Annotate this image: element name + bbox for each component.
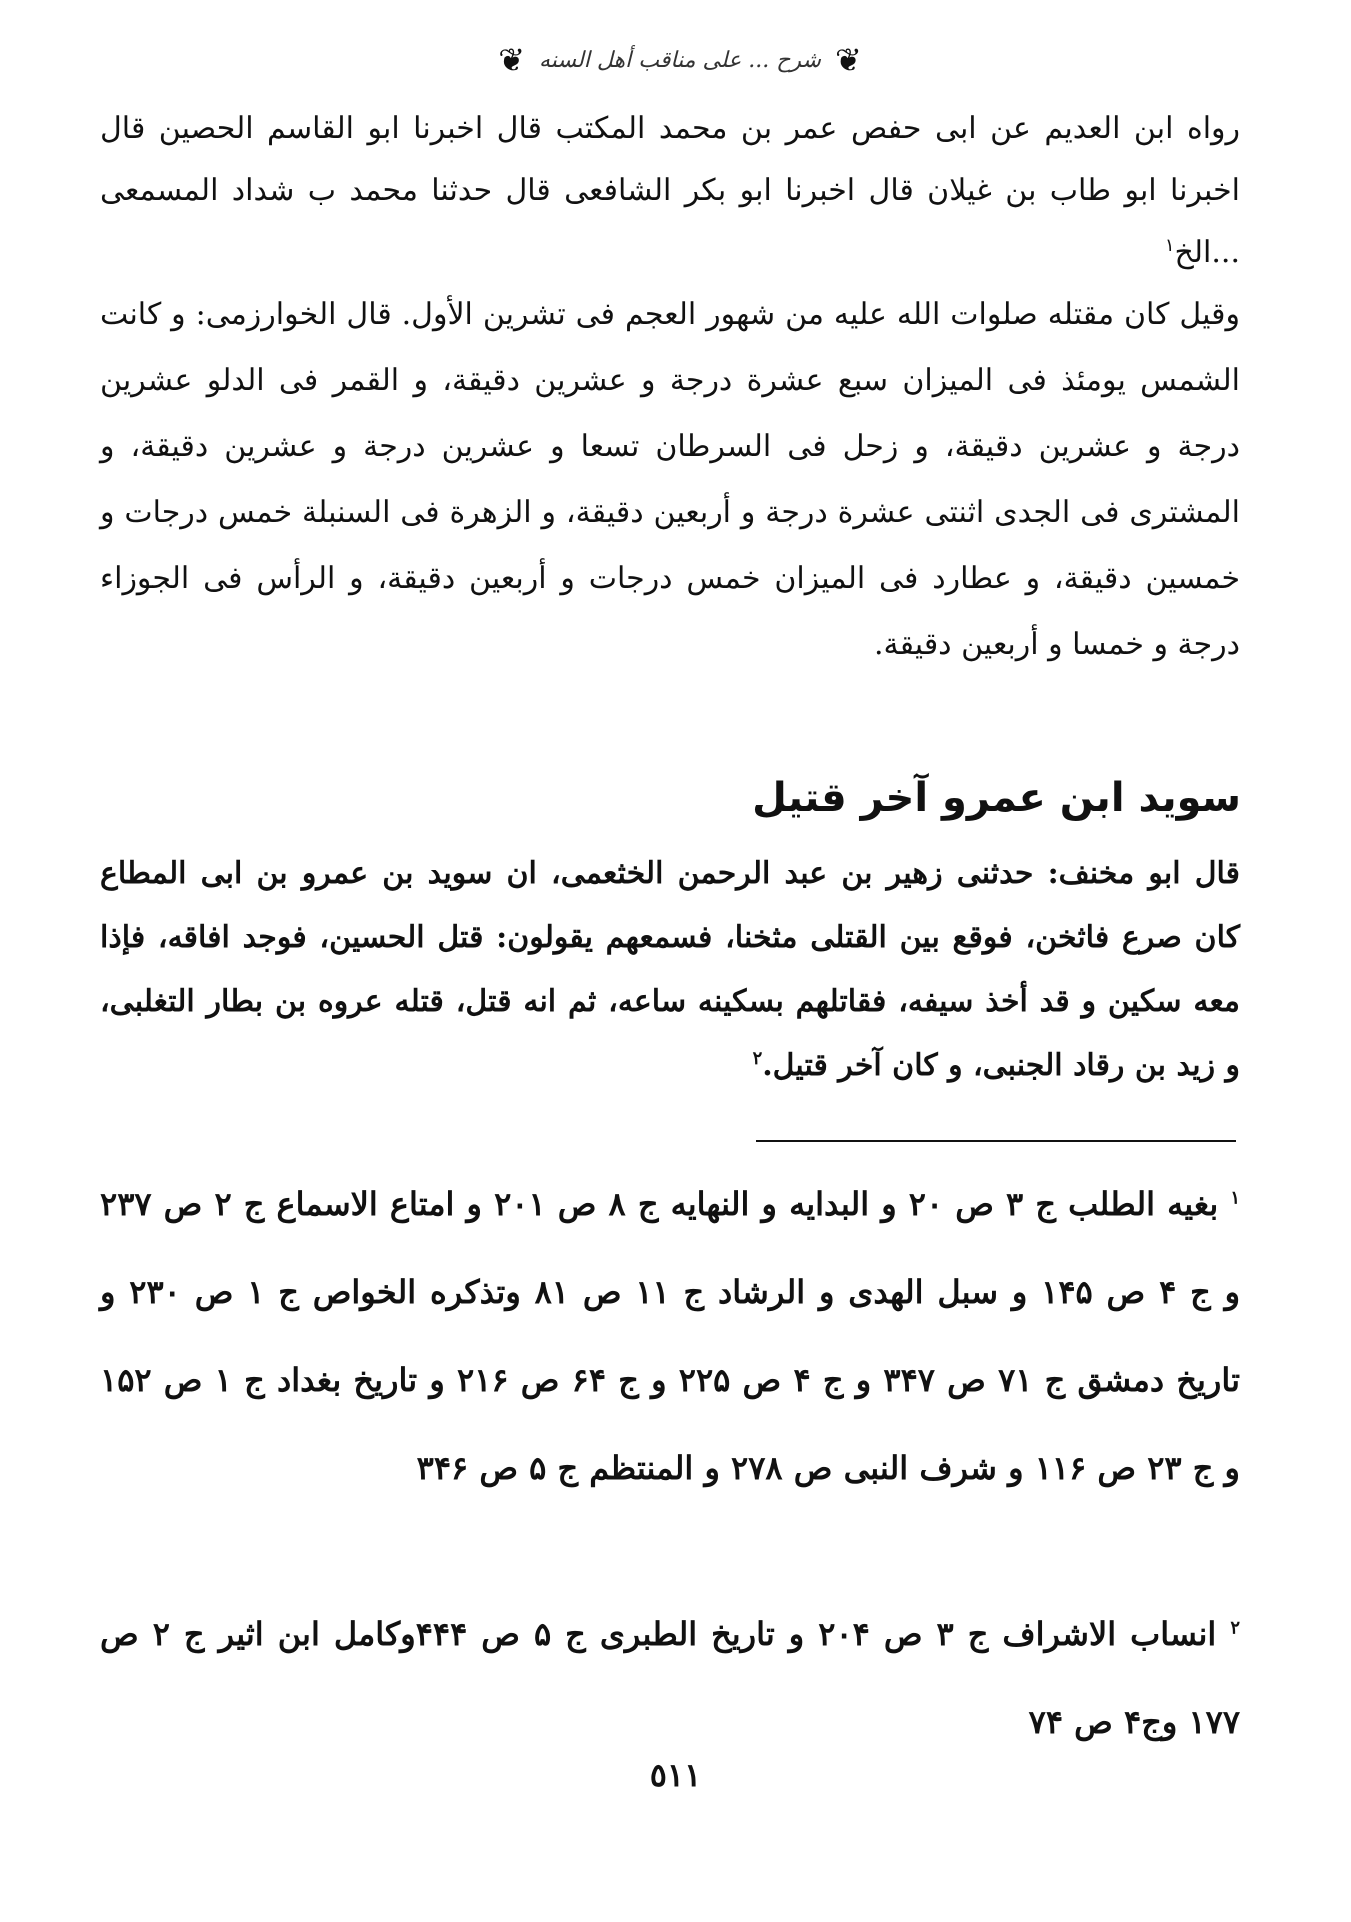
running-header (440, 40, 920, 80)
footnote (100, 1590, 1240, 1766)
footnote-divider (756, 1140, 1236, 1142)
paragraph-text: وقيل كان مقتله صلوات الله عليه من شهور العجم فى تشرين الأول. قال الخوارزمى: و كانت الشمس يومئذ فى الميزان سبع عشرة درجة و عشرين دقيقة، و القمر فى الدلو عشرين درجة و عشرين دقيقة، و زحل فى السرطان تسعا و عشرين درجة و عشرين دقيقة، و المشترى فى الجدى اثنتى عشرة درجة و أربعين دقيقة، و الزهرة فى السنبلة خمس درجات و خمسين دقيقة، و عطارد فى الميزان خمس درجات و أربعين دقيقة، و الرأس فى الجوزاء درجة و خمسا و أربعين دقيقة. (100, 297, 1240, 662)
ornament-icon: ❦ (834, 41, 862, 79)
paragraph (100, 98, 1240, 284)
footnote-reference: ٢ (752, 1048, 763, 1069)
paragraph-text: قال ابو مخنف: حدثنى زهير بن عبد الرحمن الخثعمى، ان سويد بن عمرو بن ابى المطاع كان صرع فاثخن، فوقع بين القتلى مثخنا، فسمعهم يقولون: قتل الحسين، فوجد افاقه، فإذا معه سكين و قد أخذ سيفه، فقاتلهم بسكينه ساعه، ثم انه قتل، قتله عروه بن بطار التغلبى، و زيد بن رقاد الجنبى، و كان آخر قتيل. (100, 856, 1240, 1083)
footnote-marker: ١ (1230, 1187, 1241, 1209)
footnote-reference: ١ (1164, 235, 1175, 256)
footnote-text: انساب الاشراف ج ٣ ص ٢٠۴ و تاريخ الطبرى ج ۵ ص ۴۴۴وكامل ابن اثير ج ٢ ص ١٧٧ وج۴ ص ٧۴ (100, 1615, 1240, 1741)
page-number: ٥١١ (649, 1756, 702, 1794)
footnote (100, 1160, 1240, 1512)
running-title: شرح ... على مناقب أهل السنه (539, 47, 821, 73)
ornament-icon: ❦ (498, 41, 526, 79)
paragraph-text: رواه ابن العديم عن ابى حفص عمر بن محمد المكتب قال اخبرنا ابو القاسم الحصين قال اخبرنا ابو طاب بن غيلان قال اخبرنا ابو بكر الشافعى قال حدثنا محمد ب شداد المسمعى ...الخ (100, 111, 1240, 270)
section-paragraph (100, 842, 1240, 1098)
section-heading: سويد ابن عمرو آخر قتيل (752, 775, 1241, 821)
footnote-marker: ٢ (1230, 1617, 1241, 1639)
footnote-text: بغيه الطلب ج ٣ ص ٢٠ و البدايه و النهايه ج ٨ ص ٢٠١ و امتاع الاسماع ج ٢ ص ٢٣٧ و ج ۴ ص ١۴۵ و سبل الهدى و الرشاد ج ١١ ص ٨١ وتذكره الخواص ج ١ ص ٢٣٠ و تاريخ دمشق ج ٧١ ص ٣۴٧ و ج ۴ ص ٢٢۵ و ج ۶۴ ص ٢١۶ و تاريخ بغداد ج ١ ص ١۵٢ و ج ٢٣ ص ١١۶ و شرف النبى ص ٢٧٨ و المنتظم ج ۵ ص ٣۴۶ (100, 1185, 1241, 1487)
paragraph (100, 282, 1240, 678)
